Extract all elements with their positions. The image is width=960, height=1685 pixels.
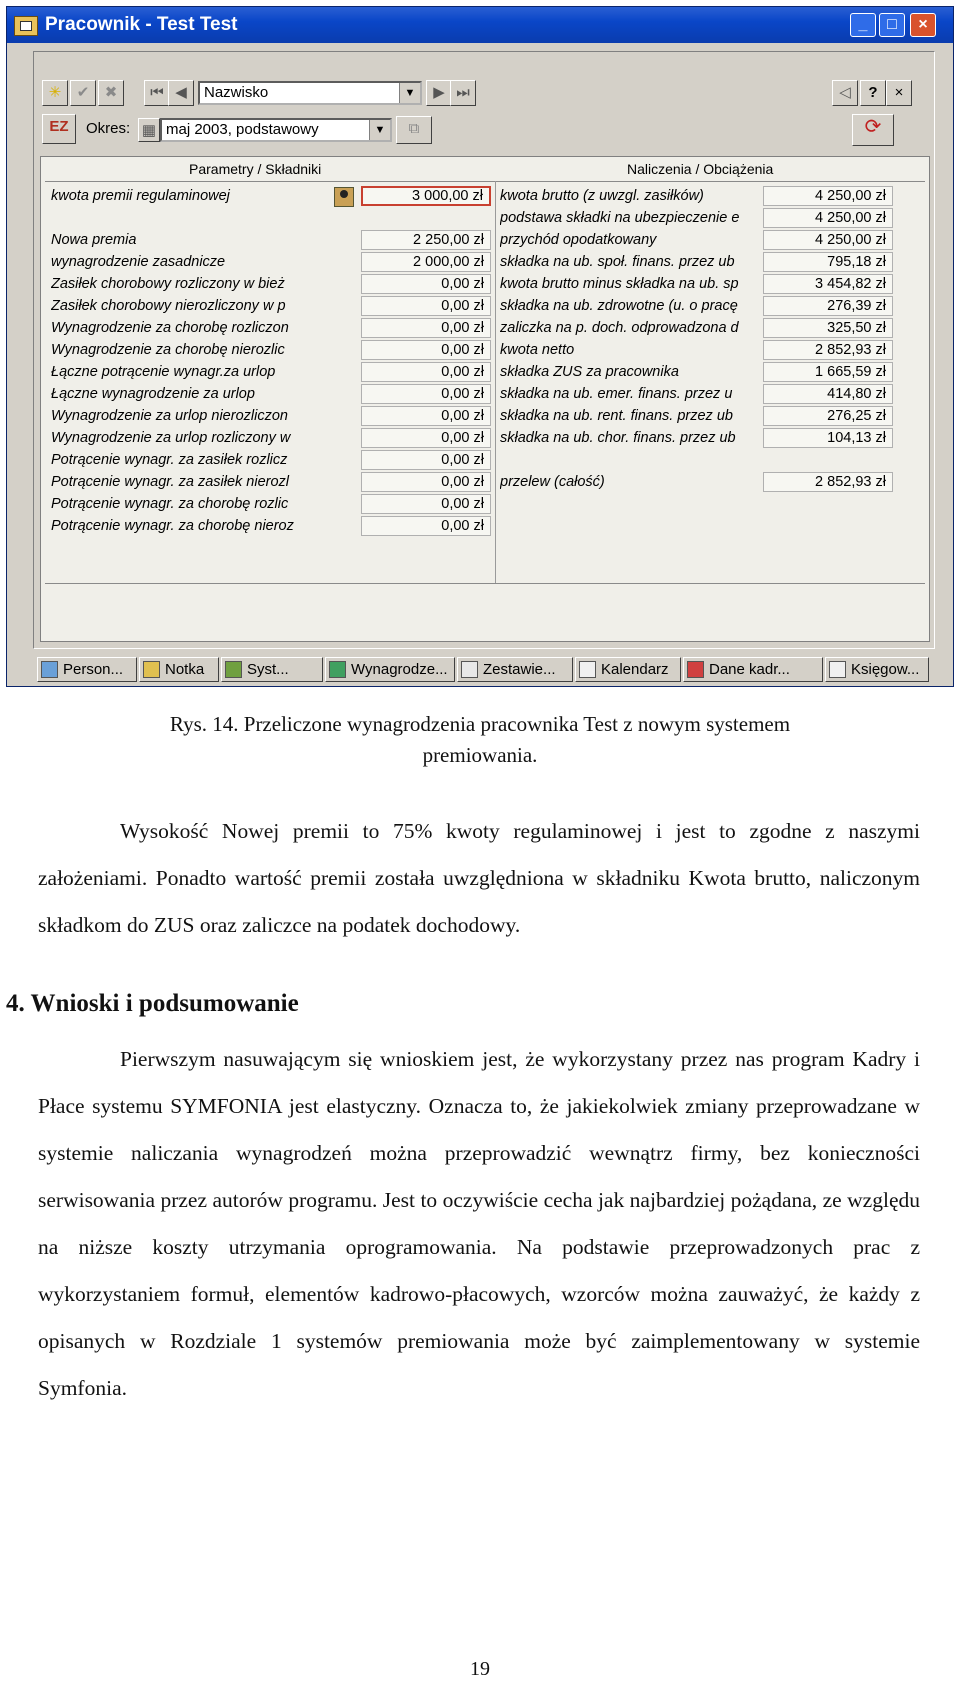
system-icon — [225, 661, 242, 678]
charge-value-field: 4 250,00 zł — [763, 186, 893, 206]
list-icon — [461, 661, 478, 678]
parameter-label: Potrącenie wynagr. za chorobę nieroz — [51, 518, 294, 534]
tab-hr-data[interactable] — [683, 657, 823, 682]
maximize-button[interactable]: □ — [879, 13, 905, 37]
copy-icon[interactable]: ⧉ — [396, 116, 432, 144]
caption-line: Rys. 14. Przeliczone wynagrodzenia pracownika Test z nowym systemem — [169, 712, 791, 736]
charge-value-field: 3 454,82 zł — [763, 274, 893, 294]
parameter-label: Potrącenie wynagr. za zasiłek nierozl — [51, 474, 290, 490]
parameter-value-field[interactable]: 0,00 zł — [361, 296, 491, 316]
parameter-label: Potrącenie wynagr. za chorobę rozlic — [51, 496, 289, 512]
tab-reports[interactable] — [457, 657, 573, 682]
charge-label: składka ZUS za pracownika — [500, 364, 679, 380]
parameter-value-field[interactable]: 0,00 zł — [361, 472, 491, 492]
report-icon[interactable]: EZ — [42, 114, 76, 144]
right-panel-header: Naliczenia / Obciążenia — [627, 161, 774, 177]
caption-line: premiowania. — [422, 743, 538, 767]
parameter-label: Nowa premia — [51, 232, 137, 248]
tab-calendar[interactable] — [575, 657, 681, 682]
parameter-label: Wynagrodzenie za chorobę nierozlic — [51, 342, 285, 358]
tab-label: Księgow... — [851, 661, 920, 678]
charge-label: kwota brutto (z uwzgl. zasiłków) — [500, 188, 704, 204]
charge-value-field: 276,25 zł — [763, 406, 893, 426]
charge-label: podstawa składki na ubezpieczenie e — [500, 210, 740, 226]
tab-accounting[interactable] — [825, 657, 929, 682]
back-icon[interactable]: ◁ — [832, 80, 858, 106]
charge-label: składka na ub. zdrowotne (u. o pracę — [500, 298, 738, 314]
previous-record-icon[interactable]: ◀ — [168, 80, 194, 106]
last-record-icon[interactable]: ⏭ — [450, 80, 476, 106]
tab-label: Dane kadr... — [709, 661, 790, 678]
person-icon — [41, 661, 58, 678]
paragraph-text: Wysokość Nowej premii to 75% kwoty regulaminowej i jest to zgodne z naszymi założeniami. Ponadto wartość premii została uwzględniona w składniku Kwota brutto, naliczonym składkom do ZUS oraz zaliczce na podatek dochodowy. — [38, 819, 920, 937]
header-divider — [45, 181, 925, 182]
panel-close-button[interactable]: × — [886, 80, 912, 106]
parameter-label: kwota premii regulaminowej — [51, 188, 230, 204]
parameter-value-field[interactable]: 0,00 zł — [361, 516, 491, 536]
paragraph-text: Pierwszym nasuwającym się wnioskiem jest, że wykorzystany przez nas program Kadry i Płace systemu SYMFONIA jest elastyczny. Oznacza to, że jakiekolwiek zmiany przeprowadzane w systemie naliczania wynagrodzeń można przeprowadzić wewnątrz firmy, bez konieczności serwisowania przez autorów programu. Jest to oczywiście cecha jak najbardziej pożądana, ze względu na niższe koszty utrzymania oprogramowania. Na podstawie przeprowadzonych prac z wykorzystaniem formuł, elementów kadrowo-płacowych, wzorców można zauważyć, że każdy z opisanych w Rozdziale 1 systemów premiowania może być zaimplementowany w systemie Symfonia. — [38, 1047, 920, 1400]
charge-label: przelew (całość) — [500, 474, 605, 490]
parameter-value-field[interactable]: 3 000,00 zł — [361, 186, 491, 206]
page-number: 19 — [470, 1658, 490, 1680]
parameter-value-field[interactable]: 0,00 zł — [361, 494, 491, 514]
tab-label: Kalendarz — [601, 661, 669, 678]
first-record-icon[interactable]: ⏮ — [144, 80, 170, 106]
note-icon — [143, 661, 160, 678]
accept-icon[interactable]: ✔ — [70, 80, 96, 106]
charge-label: składka na ub. społ. finans. przez ub — [500, 254, 735, 270]
charge-label: kwota netto — [500, 342, 575, 358]
sort-combo[interactable] — [198, 81, 422, 105]
charge-label: zaliczka na p. doch. odprowadzona d — [500, 320, 739, 336]
chevron-down-icon[interactable]: ▼ — [369, 120, 390, 140]
parameter-value-field[interactable]: 0,00 zł — [361, 450, 491, 470]
new-icon[interactable]: ✳ — [42, 80, 68, 106]
parameter-label: Zasiłek chorobowy rozliczony w bież — [51, 276, 285, 292]
charge-value-field: 2 852,93 zł — [763, 472, 893, 492]
parameter-label: Łączne wynagrodzenie za urlop — [51, 386, 255, 402]
calendar-icon[interactable]: ▦ — [138, 118, 160, 142]
tab-note[interactable] — [139, 657, 219, 682]
tab-system[interactable] — [221, 657, 323, 682]
charge-value-field: 2 852,93 zł — [763, 340, 893, 360]
parameter-value-field[interactable]: 0,00 zł — [361, 406, 491, 426]
charge-value-field: 1 665,59 zł — [763, 362, 893, 382]
parameter-value-field[interactable]: 2 000,00 zł — [361, 252, 491, 272]
parameter-value-field[interactable]: 0,00 zł — [361, 340, 491, 360]
employee-window — [6, 6, 954, 687]
column-divider — [495, 181, 496, 583]
charge-label: przychód opodatkowany — [500, 232, 657, 248]
parameter-value-field[interactable]: 2 250,00 zł — [361, 230, 491, 250]
parameter-value-field[interactable]: 0,00 zł — [361, 318, 491, 338]
charge-value-field: 104,13 zł — [763, 428, 893, 448]
cancel-icon[interactable]: ✖ — [98, 80, 124, 106]
figure-caption — [40, 709, 920, 771]
period-label: Okres: — [86, 120, 131, 137]
window-client-area — [33, 51, 935, 649]
calendar-icon — [579, 661, 596, 678]
charge-label: składka na ub. emer. finans. przez u — [500, 386, 733, 402]
help-button[interactable]: ? — [860, 80, 886, 106]
window-title: Pracownik - Test Test — [45, 14, 238, 35]
grid-icon — [829, 661, 846, 678]
charge-label: składka na ub. chor. finans. przez ub — [500, 430, 736, 446]
parameter-label: Potrącenie wynagr. za zasiłek rozlicz — [51, 452, 288, 468]
tab-label: Person... — [63, 661, 124, 678]
window-app-icon — [14, 16, 38, 36]
chevron-down-icon[interactable]: ▼ — [399, 83, 420, 103]
payroll-panel — [40, 156, 930, 642]
tab-label: Wynagrodze... — [351, 661, 448, 678]
charge-value-field: 325,50 zł — [763, 318, 893, 338]
sort-combo-value: Nazwisko — [204, 84, 269, 101]
title-bar[interactable] — [7, 7, 953, 43]
parameter-label: Zasiłek chorobowy nierozliczony w p — [51, 298, 286, 314]
parameter-label: wynagrodzenie zasadnicze — [51, 254, 226, 270]
parameter-label: Wynagrodzenie za urlop nierozliczon — [51, 408, 288, 424]
refresh-icon[interactable]: ⟳ — [852, 114, 894, 146]
card-icon — [687, 661, 704, 678]
charge-value-field: 795,18 zł — [763, 252, 893, 272]
calculator-icon — [329, 661, 346, 678]
charge-label: kwota brutto minus składka na ub. sp — [500, 276, 739, 292]
close-button[interactable]: × — [910, 13, 936, 37]
subwindow-taskbar — [7, 655, 953, 685]
tab-salary[interactable] — [325, 657, 455, 682]
parameter-value-field[interactable]: 0,00 zł — [361, 274, 491, 294]
section-heading: 4. Wnioski i podsumowanie — [6, 990, 299, 1017]
left-panel-header: Parametry / Składniki — [189, 161, 322, 177]
next-record-icon[interactable]: ▶ — [426, 80, 452, 106]
parameter-value-field[interactable]: 0,00 zł — [361, 362, 491, 382]
charge-label: składka na ub. rent. finans. przez ub — [500, 408, 733, 424]
charge-value-field: 4 250,00 zł — [763, 230, 893, 250]
paragraph — [38, 808, 920, 949]
tab-label: Zestawie... — [483, 661, 556, 678]
period-combo[interactable] — [160, 118, 392, 142]
parameter-label: Łączne potrącenie wynagr.za urlop — [51, 364, 276, 380]
charge-value-field: 414,80 zł — [763, 384, 893, 404]
parameter-value-field[interactable]: 0,00 zł — [361, 384, 491, 404]
parameter-label: Wynagrodzenie za urlop rozliczony w — [51, 430, 291, 446]
charge-value-field: 276,39 zł — [763, 296, 893, 316]
tab-label: Notka — [165, 661, 205, 678]
parameter-label: Wynagrodzenie za chorobę rozliczon — [51, 320, 289, 336]
minimize-button[interactable]: _ — [850, 13, 876, 37]
period-combo-value: maj 2003, podstawowy — [166, 121, 319, 138]
parameter-value-field[interactable]: 0,00 zł — [361, 428, 491, 448]
paragraph — [38, 1036, 920, 1412]
tab-personal[interactable] — [37, 657, 137, 682]
tab-label: Syst... — [247, 661, 289, 678]
footer-divider — [45, 583, 925, 584]
charge-value-field: 4 250,00 zł — [763, 208, 893, 228]
